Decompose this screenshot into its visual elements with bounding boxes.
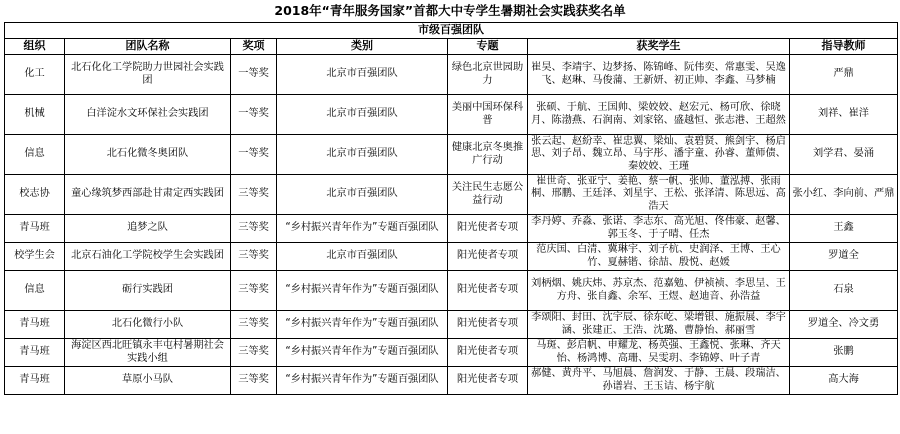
advisor-cell: 刘祥、崔洋 xyxy=(790,95,898,135)
org-cell: 校志协 xyxy=(5,175,65,215)
advisor-cell: 罗道全、冷文勇 xyxy=(790,311,898,339)
team-cell: 追梦之队 xyxy=(65,215,231,243)
org-cell: 青马班 xyxy=(5,339,65,367)
team-cell: 草原小马队 xyxy=(65,367,231,395)
winners-cell: 李颂阳、封田、沈宇辰、徐东屹、梁增银、施振展、李宇涵、张建正、王浩、沈璐、曹静怡、郝丽雪 xyxy=(528,311,790,339)
advisor-cell: 王鑫 xyxy=(790,215,898,243)
table-row xyxy=(5,367,898,395)
table-row xyxy=(5,339,898,367)
org-cell: 青马班 xyxy=(5,367,65,395)
winners-cell: 范庆国、白清、冀琳宇、刘子杭、史润泽、王博、王心竹、夏赫锴、徐喆、殷悦、赵媛 xyxy=(528,243,790,271)
category-cell: 北京市百强团队 xyxy=(277,135,448,175)
advisor-cell: 刘学君、晏涌 xyxy=(790,135,898,175)
team-cell: 童心缘筑梦西部赴甘肃定西实践团 xyxy=(65,175,231,215)
winners-cell: 刘柄烟、姚庆炜、苏京杰、范嘉勉、伊祯祯、李思呈、王方舟、张自鑫、余军、王煜、赵迪音、孙浩益 xyxy=(528,271,790,311)
award-cell: 一等奖 xyxy=(231,95,277,135)
team-cell: 白洋淀水文环保社会实践团 xyxy=(65,95,231,135)
topic-cell: 阳光使者专项 xyxy=(448,367,528,395)
header-row xyxy=(5,39,898,55)
award-cell: 三等奖 xyxy=(231,311,277,339)
advisor-cell: 严鼎 xyxy=(790,55,898,95)
category-cell: “乡村振兴青年作为”专题百强团队 xyxy=(277,311,448,339)
award-cell: 三等奖 xyxy=(231,243,277,271)
topic-cell: 关注民生志愿公益行动 xyxy=(448,175,528,215)
award-cell: 三等奖 xyxy=(231,175,277,215)
category-cell: 北京市百强团队 xyxy=(277,55,448,95)
table-row xyxy=(5,175,898,215)
org-cell: 信息 xyxy=(5,135,65,175)
awards-table xyxy=(4,22,898,395)
table-row xyxy=(5,271,898,311)
winners-cell: 张硕、于航、王国帅、梁姣姣、赵宏元、杨可欣、徐晓月、陈渤燕、石润南、刘家铭、盛越恒、张志港、王超然 xyxy=(528,95,790,135)
category-cell: 北京市百强团队 xyxy=(277,95,448,135)
org-cell: 机械 xyxy=(5,95,65,135)
category-cell: “乡村振兴青年作为”专题百强团队 xyxy=(277,339,448,367)
topic-cell: 阳光使者专项 xyxy=(448,215,528,243)
org-cell: 校学生会 xyxy=(5,243,65,271)
winners-cell: 郝健、黄舟平、马旭晨、詹润发、于静、王晨、段瑞洁、孙谱岩、王玉诘、杨宇航 xyxy=(528,367,790,395)
award-cell: 一等奖 xyxy=(231,135,277,175)
winners-cell: 马斑、彭启帆、申耀龙、杨英强、王鑫悦、张琳、齐天怡、杨鸿博、高珊、吴雯玥、李锦婷、叶子青 xyxy=(528,339,790,367)
award-cell: 三等奖 xyxy=(231,367,277,395)
org-cell: 青马班 xyxy=(5,215,65,243)
document-title: 2018年“青年服务国家”首都大中专学生暑期社会实践获奖名单 xyxy=(274,3,626,18)
table-row xyxy=(5,243,898,271)
team-cell: 北石化化工学院助力世园社会实践团 xyxy=(65,55,231,95)
winners-cell: 李丹婷、乔淼、张诺、李志东、高光旭、佟伟豪、赵馨、郭玉冬、于子晴、任杰 xyxy=(528,215,790,243)
topic-cell: 阳光使者专项 xyxy=(448,311,528,339)
org-cell: 青马班 xyxy=(5,311,65,339)
header-advisor: 指导教师 xyxy=(790,39,898,55)
topic-cell: 阳光使者专项 xyxy=(448,243,528,271)
org-cell: 信息 xyxy=(5,271,65,311)
header-org: 组织 xyxy=(5,39,65,55)
topic-cell: 阳光使者专项 xyxy=(448,271,528,311)
topic-cell: 健康北京冬奥推广行动 xyxy=(448,135,528,175)
topic-cell: 绿色北京世园助力 xyxy=(448,55,528,95)
table-row xyxy=(5,311,898,339)
org-cell: 化工 xyxy=(5,55,65,95)
winners-cell: 崔世奇、张亚宁、姜艳、蔡一帆、张帅、董泓搏、张雨桐、邢鹏、王廷泽、刘星宇、王松、张泽清、陈思远、高浩天 xyxy=(528,175,790,215)
team-cell: 北京石油化工学院校学生会实践团 xyxy=(65,243,231,271)
category-cell: 北京市百强团队 xyxy=(277,175,448,215)
category-cell: “乡村振兴青年作为”专题百强团队 xyxy=(277,271,448,311)
team-cell: 北石化微冬奥团队 xyxy=(65,135,231,175)
table-row xyxy=(5,95,898,135)
team-cell: 北石化微行小队 xyxy=(65,311,231,339)
winners-cell: 张云起、赵紛幸、崔忠翼、梁灿、袁碧贤、熊剑宇、杨启思、刘子昂、魏立昂、马宇彤、潘宇童、孙睿、董师债、秦姣姣、王瑾 xyxy=(528,135,790,175)
table-row xyxy=(5,215,898,243)
header-team: 团队名称 xyxy=(65,39,231,55)
category-cell: 北京市百强团队 xyxy=(277,243,448,271)
section-title: 市级百强团队 xyxy=(5,23,898,39)
topic-cell: 美丽中国环保科普 xyxy=(448,95,528,135)
advisor-cell: 罗道全 xyxy=(790,243,898,271)
category-cell: “乡村振兴青年作为”专题百强团队 xyxy=(277,215,448,243)
advisor-cell: 高大海 xyxy=(790,367,898,395)
advisor-cell: 张鹏 xyxy=(790,339,898,367)
team-cell: 海淀区西北旺镇永丰屯村暑期社会实践小组 xyxy=(65,339,231,367)
topic-cell: 阳光使者专项 xyxy=(448,339,528,367)
advisor-cell: 张小红、李向前、严鼎 xyxy=(790,175,898,215)
header-category: 类别 xyxy=(277,39,448,55)
header-award: 奖项 xyxy=(231,39,277,55)
category-cell: “乡村振兴青年作为”专题百强团队 xyxy=(277,367,448,395)
section-row xyxy=(5,23,898,39)
header-winners: 获奖学生 xyxy=(528,39,790,55)
award-cell: 三等奖 xyxy=(231,271,277,311)
table-row xyxy=(5,135,898,175)
advisor-cell: 石泉 xyxy=(790,271,898,311)
winners-cell: 崔昊、李靖宇、边梦扬、陈锦峰、阮伟奕、常惠雯、吴逸飞、赵琳、马俊蒲、王新妍、初正帅、李鑫、马梦楠 xyxy=(528,55,790,95)
award-cell: 三等奖 xyxy=(231,339,277,367)
header-topic: 专题 xyxy=(448,39,528,55)
award-cell: 三等奖 xyxy=(231,215,277,243)
table-row xyxy=(5,55,898,95)
team-cell: 砺行实践团 xyxy=(65,271,231,311)
award-cell: 一等奖 xyxy=(231,55,277,95)
